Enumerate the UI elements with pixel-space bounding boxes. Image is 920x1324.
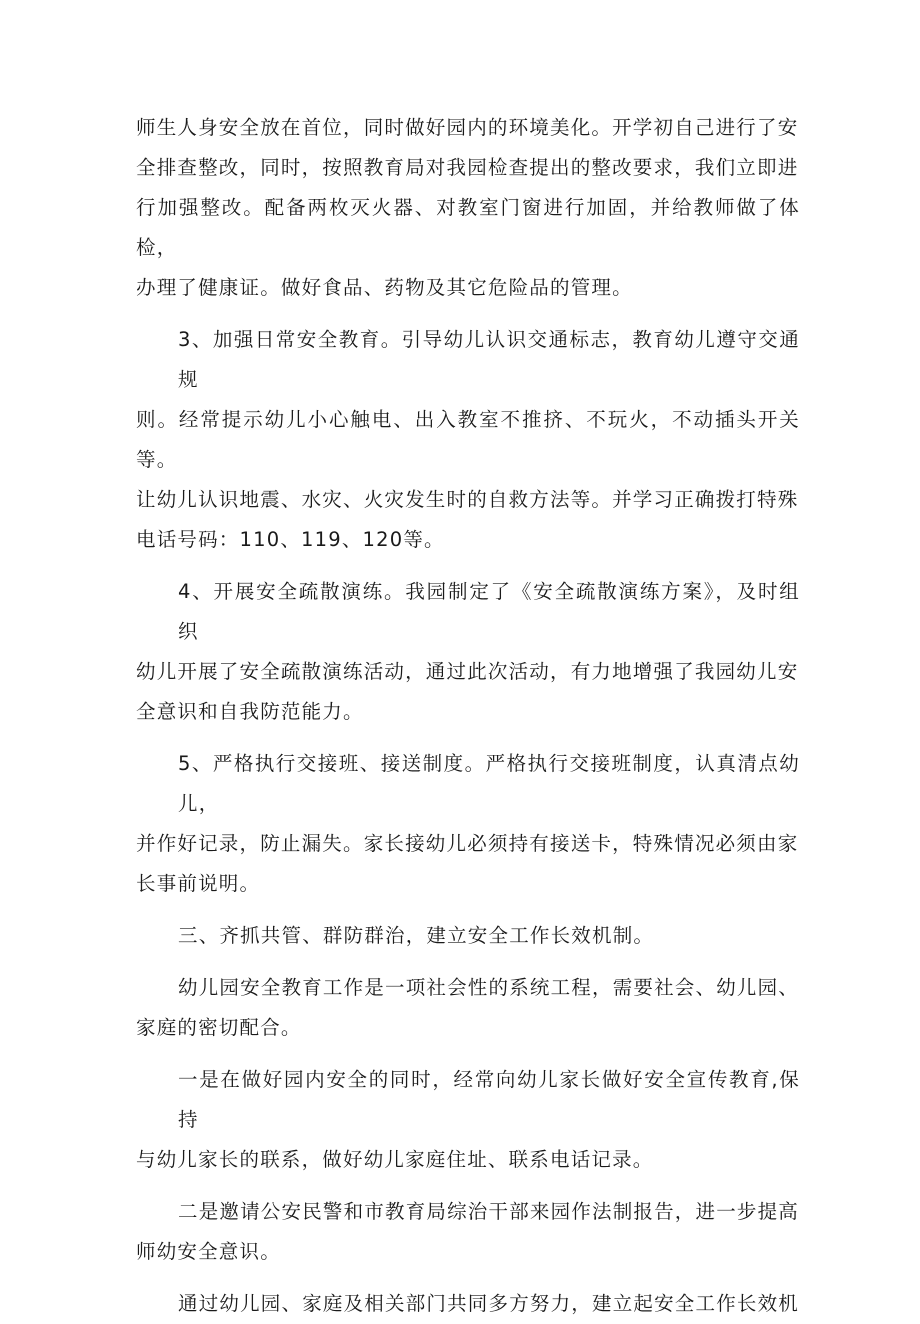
text-line: 长事前说明。 — [136, 872, 261, 895]
paragraph-safety-measures — [136, 108, 800, 308]
text-line: 则。经常提示幼儿小心触电、出入教室不推挤、不玩火，不动插头开关等。 — [136, 408, 800, 471]
text-line: 师生人身安全放在首位，同时做好园内的环境美化。开学初自己进行了安 — [136, 116, 799, 139]
paragraph-social-cooperation — [136, 968, 800, 1048]
text-line: 幼儿园安全教育工作是一项社会性的系统工程，需要社会、幼儿园、 — [178, 976, 800, 999]
text-line: 全排查整改，同时，按照教育局对我园检查提出的整改要求，我们立即进 — [136, 156, 799, 179]
paragraph-joint-effort — [136, 1284, 800, 1324]
text-line: 行加强整改。配备两枚灭火器、对教室门窗进行加固，并给教师做了体检， — [136, 196, 800, 259]
text-line: 一是在做好园内安全的同时，经常向幼儿家长做好安全宣传教育,保持 — [178, 1068, 800, 1131]
text-line: 师幼安全意识。 — [136, 1240, 281, 1263]
paragraph-police-report — [136, 1192, 800, 1272]
paragraph-parent-communication — [136, 1060, 800, 1180]
text-line: 家庭的密切配合。 — [136, 1016, 302, 1039]
paragraph-handover-system — [136, 744, 800, 904]
text-line: 全意识和自我防范能力。 — [136, 700, 364, 723]
text-line: 电话号码：110、119、120等。 — [136, 528, 445, 551]
paragraph-evacuation-drill — [136, 572, 800, 732]
text-line: 通过幼儿园、家庭及相关部门共同多方努力，建立起安全工作长效机 — [178, 1292, 800, 1315]
text-line: 让幼儿认识地震、水灾、火灾发生时的自救方法等。并学习正确拨打特殊 — [136, 488, 799, 511]
paragraph-daily-safety-education — [136, 320, 800, 560]
text-line: 与幼儿家长的联系，做好幼儿家庭住址、联系电话记录。 — [136, 1148, 654, 1171]
text-line: 5、严格执行交接班、接送制度。严格执行交接班制度，认真清点幼儿， — [178, 752, 800, 815]
text-line: 二是邀请公安民警和市教育局综治干部来园作法制报告，进一步提高 — [178, 1200, 800, 1223]
text-line: 幼儿开展了安全疏散演练活动，通过此次活动，有力地增强了我园幼儿安 — [136, 660, 799, 683]
document-body — [136, 108, 800, 1324]
text-line: 3、加强日常安全教育。引导幼儿认识交通标志，教育幼儿遵守交通规 — [178, 328, 800, 391]
text-line: 办理了健康证。做好食品、药物及其它危险品的管理。 — [136, 276, 633, 299]
text-line: 三、齐抓共管、群防群治，建立安全工作长效机制。 — [178, 924, 655, 947]
text-line: 4、开展安全疏散演练。我园制定了《安全疏散演练方案》，及时组织 — [178, 580, 800, 643]
text-line: 并作好记录，防止漏失。家长接幼儿必须持有接送卡，特殊情况必须由家 — [136, 832, 799, 855]
section-heading-long-term-mechanism — [136, 916, 800, 956]
